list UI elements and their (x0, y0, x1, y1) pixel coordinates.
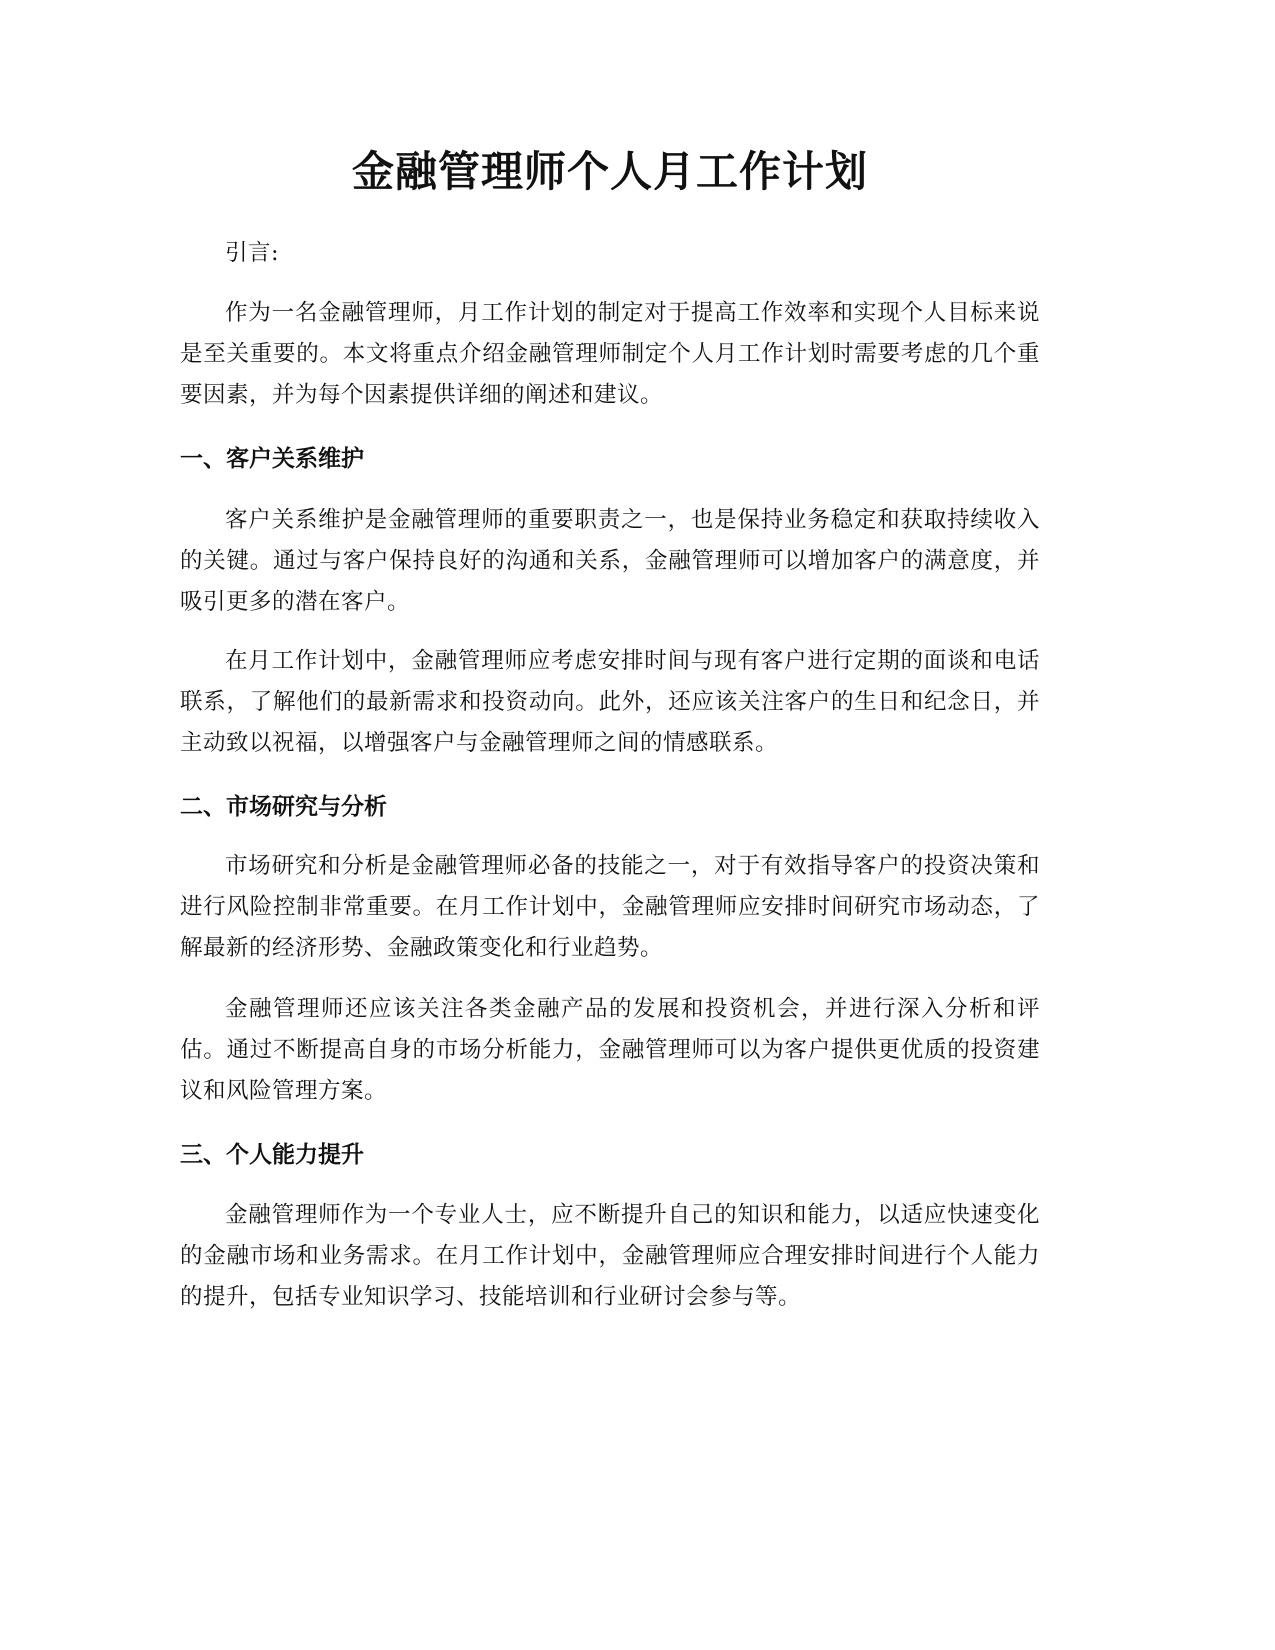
intro-label: 引言: (225, 240, 280, 266)
section-heading-market-research: 二、市场研究与分析 (180, 794, 387, 820)
section-3-paragraph-1: 金融管理师作为一个专业人士，应不断提升自己的知识和能力，以适应快速变化的金融市场和业务需求。在月工作计划中，金融管理师应合理安排时间进行个人能力的提升，包括专业知识学习、技能培训和行业研讨会参与等。 (180, 1202, 1040, 1310)
section-heading-client-relations: 一、客户关系维护 (180, 446, 364, 472)
section-2-paragraph-2: 金融管理师还应该关注各类金融产品的发展和投资机会，并进行深入分析和评估。通过不断提高自身的市场分析能力，金融管理师可以为客户提供更优质的投资建议和风险管理方案。 (180, 996, 1040, 1104)
section-heading-personal-development: 三、个人能力提升 (180, 1142, 364, 1168)
intro-paragraph: 作为一名金融管理师，月工作计划的制定对于提高工作效率和实现个人目标来说是至关重要的。本文将重点介绍金融管理师制定个人月工作计划时需要考虑的几个重要因素，并为每个因素提供详细的阐述和建议。 (180, 300, 1040, 408)
section-1-paragraph-1: 客户关系维护是金融管理师的重要职责之一，也是保持业务稳定和获取持续收入的关键。通过与客户保持良好的沟通和关系，金融管理师可以增加客户的满意度，并吸引更多的潜在客户。 (180, 507, 1040, 615)
section-1-paragraph-2: 在月工作计划中，金融管理师应考虑安排时间与现有客户进行定期的面谈和电话联系，了解他们的最新需求和投资动向。此外，还应该关注客户的生日和纪念日，并主动致以祝福，以增强客户与金融管理师之间的情感联系。 (180, 648, 1040, 756)
document-title: 金融管理师个人月工作计划 (351, 147, 868, 196)
section-2-paragraph-1: 市场研究和分析是金融管理师必备的技能之一，对于有效指导客户的投资决策和进行风险控制非常重要。在月工作计划中，金融管理师应安排时间研究市场动态，了解最新的经济形势、金融政策变化和行业趋势。 (180, 853, 1040, 961)
